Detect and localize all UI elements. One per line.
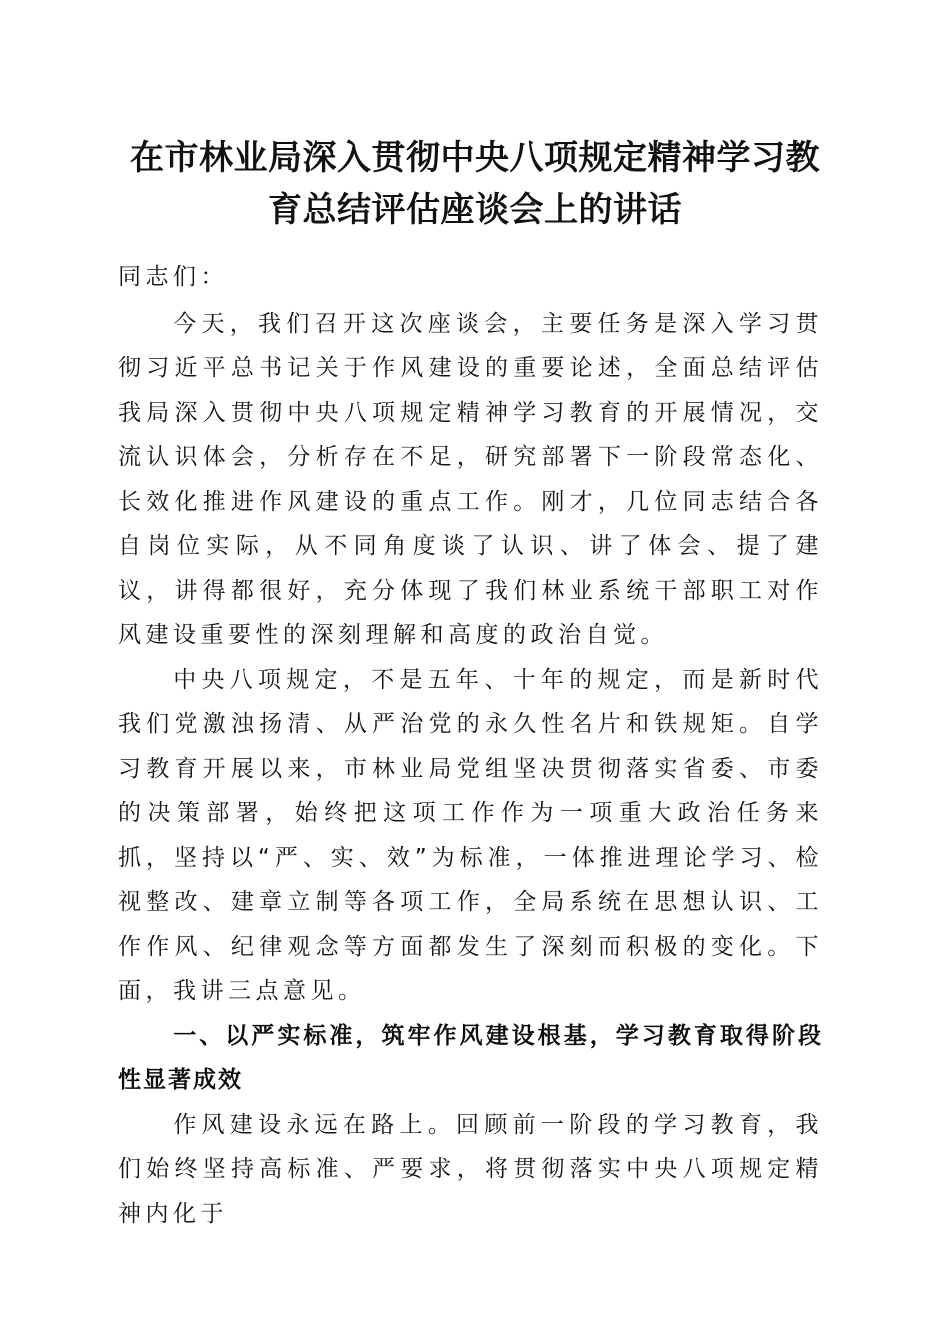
title-line-2: 育总结评估座谈会上的讲话: [268, 190, 682, 230]
paragraph-opening: 今天，我们召开这次座谈会，主要任务是深入学习贯彻习近平总书记关于作风建设的重要论述，全面总结评估我局深入贯彻中央八项规定精神学习教育的开展情况，交流认识体会，分析存在不足，研究部署下一阶段常态化、长效化推进作风建设的重点工作。刚才，几位同志结合各自岗位实际，从不同角度谈了认识、讲了体会、提了建议，讲得都很好，充分体现了我们林业系统干部职工对作风建设重要性的深刻理解和高度的政治自觉。: [118, 310, 823, 648]
document-title: [100, 132, 850, 236]
section-heading-1: 一、以严实标准，筑牢作风建设根基，学习教育取得阶段性显著成效: [118, 1022, 823, 1093]
paragraph-eight-rules: 中央八项规定，不是五年、十年的规定，而是新时代我们党激浊扬清、从严治党的永久性名片和铁规矩。自学习教育开展以来，市林业局党组坚决贯彻落实省委、市委的决策部署，始终把这项工作作为一项重大政治任务来抓，坚持以“严、实、效”为标准，一体推进理论学习、检视整改、建章立制等各项工作，全局系统在思想认识、工作作风、纪律观念等方面都发生了深刻而积极的变化。下面，我讲三点意见。: [118, 666, 823, 1004]
title-line-1: 在市林业局深入贯彻中央八项规定精神学习教: [130, 138, 820, 178]
salutation: 同志们：: [118, 264, 228, 290]
document-body: [118, 255, 823, 1236]
paragraph-review: 作风建设永远在路上。回顾前一阶段的学习教育，我们始终坚持高标准、严要求，将贯彻落实中央八项规定精神内化于: [118, 1111, 823, 1227]
